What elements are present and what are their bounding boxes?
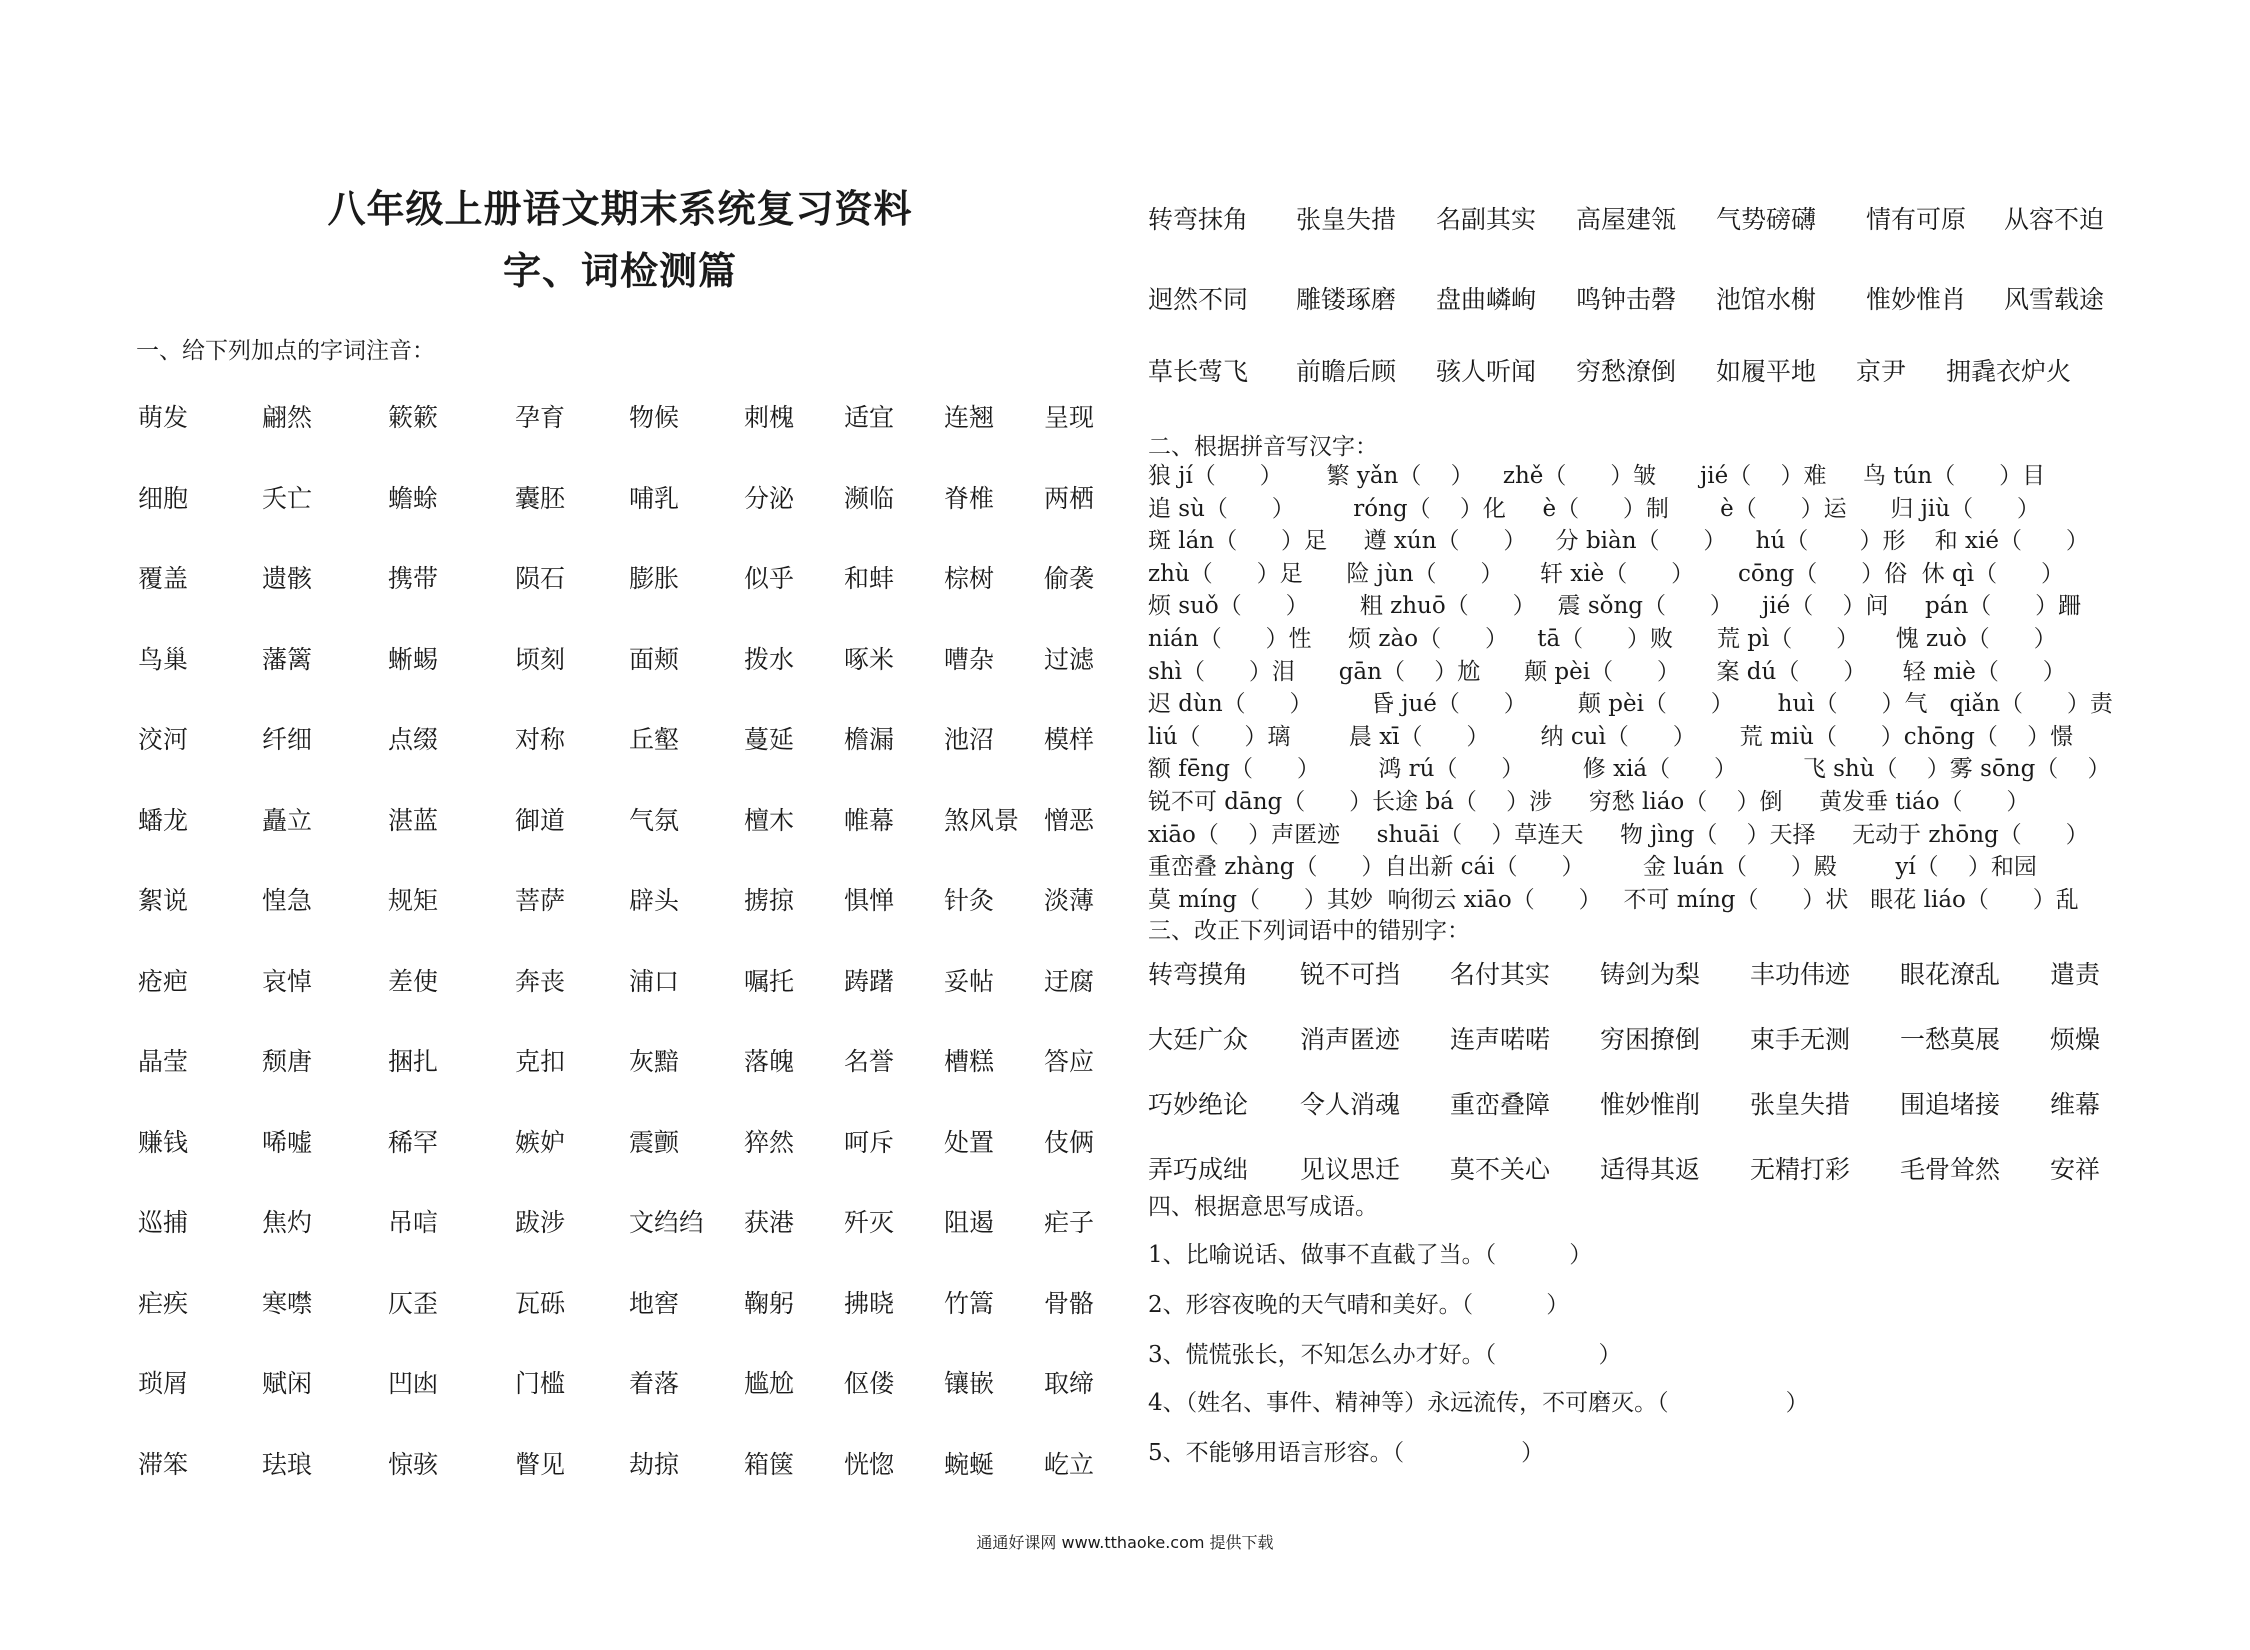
word-cell: 劫掠 bbox=[629, 1449, 680, 1479]
word-cell: 气氛 bbox=[629, 805, 680, 835]
correction-cell: 令人消魂 bbox=[1300, 1090, 1401, 1119]
word-cell: 稀罕 bbox=[388, 1127, 439, 1157]
idiom-cell: 拥毳衣炉火 bbox=[1946, 357, 2072, 386]
pinyin-line: liú（ ）璃 晨 xī（ ） 纳 cuì（ ） 荒 miù（ ）chōng（ ）憬 bbox=[1148, 723, 2074, 750]
idiom-row bbox=[1148, 280, 2148, 320]
word-cell: 簌簌 bbox=[388, 403, 439, 432]
word-cell: 琐屑 bbox=[138, 1369, 189, 1398]
word-cell: 翩然 bbox=[262, 403, 313, 432]
word-cell: 妥帖 bbox=[944, 966, 995, 996]
word-cell: 洨河 bbox=[138, 725, 189, 754]
word-cell: 拂晓 bbox=[844, 1288, 895, 1318]
correction-cell: 锐不可挡 bbox=[1300, 960, 1401, 989]
pinyin-line: 迟 dùn（ ） 昏 jué（ ） 颠 pèi（ ） huì（ ）气 qiǎn（ ）责 bbox=[1148, 691, 2113, 718]
word-cell: 哺乳 bbox=[629, 483, 680, 513]
idiom-row bbox=[1148, 352, 2148, 392]
word-cell: 蟾蜍 bbox=[388, 483, 439, 513]
word-cell: 似乎 bbox=[744, 564, 795, 593]
pinyin-line: zhù（ ）足 险 jùn（ ） 轩 xiè（ ） cōng（ ）俗 休 qì（ ） bbox=[1148, 560, 2064, 587]
word-cell: 檀木 bbox=[744, 805, 795, 835]
section1-word-grid bbox=[138, 398, 1118, 1525]
word-cell: 灰黯 bbox=[629, 1047, 680, 1076]
word-cell: 嫉妒 bbox=[515, 1127, 566, 1157]
word-cell: 疟子 bbox=[1044, 1208, 1095, 1237]
word-cell: 辟头 bbox=[629, 886, 680, 915]
idiom-cell: 张皇失措 bbox=[1296, 205, 1397, 234]
section1-heading: 一、给下列加点的字词注音： bbox=[136, 338, 435, 364]
word-row bbox=[138, 720, 1118, 801]
word-cell: 模样 bbox=[1044, 725, 1095, 754]
word-cell: 焦灼 bbox=[262, 1208, 313, 1237]
word-cell: 点缀 bbox=[388, 725, 439, 754]
pinyin-line: 莫 míng（ ）其妙 响彻云 xiāo（ ） 不可 míng（ ）状 眼花 liáo（ ）乱 bbox=[1148, 886, 2079, 913]
correction-cell: 消声匿迹 bbox=[1300, 1025, 1401, 1054]
word-cell: 拨水 bbox=[744, 644, 795, 674]
word-cell: 蔓延 bbox=[744, 725, 795, 754]
pinyin-line: 狼 jí（ ） 繁 yǎn（ ） zhě（ ）皱 jié（ ）难 鸟 tún（ ）目 bbox=[1148, 463, 2046, 489]
idiom-cell: 鸣钟击磬 bbox=[1576, 285, 1677, 314]
word-cell: 棕树 bbox=[944, 564, 995, 593]
correction-cell: 重峦叠障 bbox=[1450, 1090, 1551, 1119]
page-subtitle: 字、词检测篇 bbox=[502, 248, 737, 293]
word-cell: 克扣 bbox=[515, 1047, 566, 1076]
correction-cell: 见议思迁 bbox=[1300, 1155, 1401, 1184]
word-row bbox=[138, 1364, 1118, 1445]
word-cell: 答应 bbox=[1044, 1047, 1095, 1076]
word-cell: 嘱托 bbox=[744, 966, 795, 996]
word-cell: 猝然 bbox=[744, 1127, 795, 1157]
word-cell: 落魄 bbox=[744, 1047, 795, 1076]
correction-cell: 名付其实 bbox=[1450, 960, 1551, 989]
word-cell: 哀悼 bbox=[262, 966, 313, 996]
idiom-cell: 迥然不同 bbox=[1148, 285, 1249, 314]
idiom-cell: 京尹 bbox=[1856, 357, 1907, 386]
word-cell: 尴尬 bbox=[744, 1369, 795, 1398]
idiom-question: 3、慌慌张长，不知怎么办才好。（ ） bbox=[1148, 1342, 1622, 1368]
word-cell: 夭亡 bbox=[262, 483, 313, 513]
page-title: 八年级上册语文期末系统复习资料 bbox=[327, 186, 913, 231]
word-cell: 脊椎 bbox=[944, 483, 995, 513]
word-cell: 携带 bbox=[388, 564, 439, 593]
word-cell: 覆盖 bbox=[138, 564, 189, 593]
word-cell: 滞笨 bbox=[138, 1449, 189, 1479]
word-cell: 煞风景 bbox=[944, 805, 1020, 835]
word-row bbox=[138, 479, 1118, 560]
word-cell: 对称 bbox=[515, 725, 566, 754]
correction-cell: 连声喏喏 bbox=[1450, 1025, 1551, 1054]
word-cell: 刺槐 bbox=[744, 403, 795, 432]
word-cell: 池沼 bbox=[944, 725, 995, 754]
word-row bbox=[138, 1123, 1118, 1204]
correction-cell: 一愁莫展 bbox=[1900, 1025, 2001, 1054]
word-row bbox=[138, 398, 1118, 479]
pinyin-line: 斑 lán（ ）足 遵 xún（ ） 分 biàn（ ） hú（ ）形 和 xié（ ） bbox=[1148, 528, 2089, 555]
correction-row bbox=[1148, 1085, 2148, 1125]
word-cell: 瞥见 bbox=[515, 1449, 566, 1479]
word-cell: 阻遏 bbox=[944, 1208, 995, 1237]
word-cell: 凹凼 bbox=[388, 1369, 439, 1398]
pinyin-line: 重峦叠 zhàng（ ）自出新 cái（ ） 金 luán（ ）殿 yí（ ）和园 bbox=[1148, 854, 2037, 881]
word-cell: 物候 bbox=[629, 403, 680, 432]
word-cell: 处置 bbox=[944, 1127, 995, 1157]
idiom-cell: 池馆水榭 bbox=[1716, 285, 1817, 314]
correction-cell: 转弯摸角 bbox=[1148, 960, 1249, 989]
correction-cell: 弄巧成绌 bbox=[1148, 1155, 1249, 1184]
idiom-cell: 从容不迫 bbox=[2004, 205, 2105, 234]
word-cell: 门槛 bbox=[515, 1369, 566, 1398]
correction-cell: 莫不关心 bbox=[1450, 1155, 1551, 1184]
word-cell: 惊骇 bbox=[388, 1449, 439, 1479]
section4-heading: 四、根据意思写成语。 bbox=[1148, 1194, 1378, 1220]
idiom-cell: 穷愁潦倒 bbox=[1576, 357, 1677, 386]
word-cell: 赚钱 bbox=[138, 1127, 189, 1157]
correction-row bbox=[1148, 955, 2148, 995]
word-cell: 骨骼 bbox=[1044, 1288, 1095, 1318]
idiom-cell: 前瞻后顾 bbox=[1296, 357, 1397, 386]
idiom-question: 4、（姓名、事件、精神等）永远流传，不可磨灭。（ ） bbox=[1148, 1390, 1809, 1416]
correction-cell: 穷困撩倒 bbox=[1600, 1025, 1701, 1054]
word-cell: 陨石 bbox=[515, 564, 566, 593]
word-cell: 伎俩 bbox=[1044, 1127, 1095, 1157]
pinyin-line: 烦 suǒ（ ） 粗 zhuō（ ） 震 sǒng（ ） jié（ ）问 pán（ ）跚 bbox=[1148, 593, 2082, 620]
word-cell: 帷幕 bbox=[844, 805, 895, 835]
word-cell: 絮说 bbox=[138, 886, 189, 915]
pinyin-line: shì（ ）泪 gān（ ）尬 颠 pèi（ ） 案 dú（ ） 轻 miè（ ） bbox=[1148, 658, 2066, 685]
word-cell: 瓦砾 bbox=[515, 1288, 566, 1318]
idiom-cell: 盘曲嶙峋 bbox=[1436, 285, 1537, 314]
word-cell: 晶莹 bbox=[138, 1047, 189, 1076]
word-cell: 濒临 bbox=[844, 483, 895, 513]
word-cell: 差使 bbox=[388, 966, 439, 996]
word-row bbox=[138, 801, 1118, 882]
correction-cell: 遣责 bbox=[2050, 960, 2101, 989]
correction-row bbox=[1148, 1150, 2148, 1190]
word-cell: 萌发 bbox=[138, 403, 189, 432]
word-cell: 菩萨 bbox=[515, 886, 566, 915]
word-cell: 嘈杂 bbox=[944, 644, 995, 674]
pinyin-line: 追 sù（ ） róng（ ）化 è（ ）制 è（ ）运 归 jiù（ ） bbox=[1148, 495, 2040, 522]
word-cell: 啄米 bbox=[844, 644, 895, 674]
word-row bbox=[138, 1284, 1118, 1365]
correction-cell: 烦燥 bbox=[2050, 1025, 2101, 1054]
word-cell: 槽糕 bbox=[944, 1047, 995, 1076]
word-cell: 惧惮 bbox=[844, 886, 895, 915]
word-cell: 歼灭 bbox=[844, 1208, 895, 1237]
word-cell: 蜿蜒 bbox=[944, 1449, 995, 1479]
word-cell: 和蚌 bbox=[844, 564, 895, 593]
word-cell: 掳掠 bbox=[744, 886, 795, 915]
word-cell: 着落 bbox=[629, 1369, 680, 1398]
word-cell: 伛偻 bbox=[844, 1369, 895, 1398]
word-cell: 连翘 bbox=[944, 403, 995, 432]
correction-cell: 惟妙惟削 bbox=[1600, 1090, 1701, 1119]
idiom-cell: 高屋建瓴 bbox=[1576, 205, 1677, 234]
word-row bbox=[138, 640, 1118, 721]
word-cell: 规矩 bbox=[388, 886, 439, 915]
word-cell: 适宜 bbox=[844, 403, 895, 432]
correction-cell: 毛骨耸然 bbox=[1900, 1155, 2001, 1184]
word-cell: 遗骸 bbox=[262, 564, 313, 593]
word-cell: 过滤 bbox=[1044, 644, 1095, 674]
word-cell: 赋闲 bbox=[262, 1369, 313, 1398]
word-cell: 唏嘘 bbox=[262, 1127, 313, 1157]
idiom-cell: 风雪载途 bbox=[2004, 285, 2105, 314]
word-cell: 吊唁 bbox=[388, 1208, 439, 1237]
correction-cell: 巧妙绝论 bbox=[1148, 1090, 1249, 1119]
word-cell: 颓唐 bbox=[262, 1047, 313, 1076]
word-cell: 囊胚 bbox=[515, 483, 566, 513]
word-cell: 震颤 bbox=[629, 1127, 680, 1157]
idiom-cell: 情有可原 bbox=[1866, 205, 1967, 234]
correction-cell: 束手无测 bbox=[1750, 1025, 1851, 1054]
word-cell: 面颊 bbox=[629, 644, 680, 674]
word-cell: 丘壑 bbox=[629, 725, 680, 754]
pinyin-line: 锐不可 dāng（ ）长途 bá（ ）涉 穷愁 liáo（ ）倒 黄发垂 tiáo（ ） bbox=[1148, 788, 2030, 815]
idiom-cell: 惟妙惟肖 bbox=[1866, 285, 1967, 314]
correction-cell: 安祥 bbox=[2050, 1155, 2101, 1184]
word-cell: 膨胀 bbox=[629, 564, 680, 593]
word-cell: 获港 bbox=[744, 1208, 795, 1237]
word-cell: 御道 bbox=[515, 805, 566, 835]
word-cell: 寒噤 bbox=[262, 1288, 313, 1318]
word-cell: 地窖 bbox=[629, 1288, 680, 1318]
word-cell: 矗立 bbox=[262, 805, 313, 835]
idiom-cell: 气势磅礴 bbox=[1716, 205, 1817, 234]
word-cell: 疮疤 bbox=[138, 966, 189, 996]
idiom-row bbox=[1148, 200, 2148, 240]
idiom-cell: 名副其实 bbox=[1436, 205, 1537, 234]
word-row bbox=[138, 881, 1118, 962]
word-row bbox=[138, 1445, 1118, 1526]
word-cell: 珐琅 bbox=[262, 1449, 313, 1479]
footer-credit: 通通好课网 www.tthaoke.com 提供下载 bbox=[976, 1533, 1274, 1552]
pinyin-line: 额 fēng（ ） 鸿 rú（ ） 修 xiá（ ） 飞 shù（ ）雾 sōng（ ） bbox=[1148, 756, 2111, 783]
word-cell: 竹篙 bbox=[944, 1288, 995, 1318]
word-cell: 偷袭 bbox=[1044, 564, 1095, 593]
pinyin-line: xiāo（ ）声匿迹 shuāi（ ）草连天 物 jìng（ ）天择 无动于 zhōng（ ） bbox=[1148, 821, 2089, 848]
word-cell: 憎恶 bbox=[1044, 805, 1095, 835]
correction-cell: 围追堵接 bbox=[1900, 1090, 2001, 1119]
idiom-question: 2、形容夜晚的天气晴和美好。（ ） bbox=[1148, 1292, 1570, 1318]
word-cell: 名誉 bbox=[844, 1047, 895, 1076]
word-cell: 镶嵌 bbox=[944, 1369, 995, 1398]
word-cell: 取缔 bbox=[1044, 1369, 1095, 1398]
word-cell: 呵斥 bbox=[844, 1127, 895, 1157]
correction-row bbox=[1148, 1020, 2148, 1060]
correction-cell: 大廷广众 bbox=[1148, 1025, 1249, 1054]
idiom-question: 5、不能够用语言形容。（ ） bbox=[1148, 1440, 1545, 1466]
word-cell: 捆扎 bbox=[388, 1047, 439, 1076]
word-cell: 踌躇 bbox=[844, 966, 895, 996]
word-cell: 浦口 bbox=[629, 966, 680, 996]
word-cell: 两栖 bbox=[1044, 483, 1095, 513]
section2-pinyin-lines bbox=[1148, 460, 2138, 916]
word-cell: 蜥蜴 bbox=[388, 644, 439, 674]
word-cell: 疟疾 bbox=[138, 1288, 189, 1318]
word-cell: 檐漏 bbox=[844, 725, 895, 754]
word-cell: 湛蓝 bbox=[388, 805, 439, 835]
correction-cell: 丰功伟迹 bbox=[1750, 960, 1851, 989]
word-row bbox=[138, 1042, 1118, 1123]
word-cell: 迂腐 bbox=[1044, 966, 1095, 996]
word-cell: 鸟巢 bbox=[138, 644, 189, 674]
idiom-cell: 雕镂琢磨 bbox=[1296, 285, 1397, 314]
correction-cell: 张皇失措 bbox=[1750, 1090, 1851, 1119]
word-cell: 跋涉 bbox=[515, 1208, 566, 1237]
word-cell: 分泌 bbox=[744, 483, 795, 513]
idiom-cell: 草长莺飞 bbox=[1148, 357, 1249, 386]
idiom-cell: 骇人听闻 bbox=[1436, 357, 1537, 386]
word-cell: 文绉绉 bbox=[629, 1208, 705, 1237]
word-cell: 针灸 bbox=[944, 886, 995, 915]
word-cell: 呈现 bbox=[1044, 403, 1095, 432]
word-row bbox=[138, 962, 1118, 1043]
word-cell: 屹立 bbox=[1044, 1449, 1095, 1479]
word-cell: 惶急 bbox=[262, 886, 313, 915]
word-cell: 顷刻 bbox=[515, 644, 566, 674]
idiom-question: 1、比喻说话、做事不直截了当。（ ） bbox=[1148, 1242, 1593, 1268]
word-cell: 箱箧 bbox=[744, 1449, 795, 1479]
word-cell: 蟠龙 bbox=[138, 805, 189, 835]
word-cell: 仄歪 bbox=[388, 1288, 439, 1318]
word-row bbox=[138, 559, 1118, 640]
word-cell: 藩篱 bbox=[262, 644, 313, 674]
word-cell: 纤细 bbox=[262, 725, 313, 754]
correction-cell: 无精打彩 bbox=[1750, 1155, 1851, 1184]
section3-heading: 三、改正下列词语中的错别字： bbox=[1148, 918, 1470, 944]
correction-cell: 适得其返 bbox=[1600, 1155, 1701, 1184]
word-cell: 孕育 bbox=[515, 403, 566, 432]
idiom-cell: 如履平地 bbox=[1716, 357, 1817, 386]
word-cell: 巡捕 bbox=[138, 1208, 189, 1237]
correction-cell: 维幕 bbox=[2050, 1090, 2101, 1119]
word-cell: 恍惚 bbox=[844, 1449, 895, 1479]
word-cell: 奔丧 bbox=[515, 966, 566, 996]
pinyin-line: nián（ ）性 烦 zào（ ） tā（ ）败 荒 pì（ ） 愧 zuò（ ） bbox=[1148, 625, 2057, 652]
section2-heading: 二、根据拼音写汉字： bbox=[1148, 434, 1378, 460]
word-cell: 细胞 bbox=[138, 483, 189, 513]
correction-cell: 眼花潦乱 bbox=[1900, 960, 2001, 989]
correction-cell: 铸剑为梨 bbox=[1600, 960, 1701, 989]
word-row bbox=[138, 1203, 1118, 1284]
idiom-cell: 转弯抹角 bbox=[1148, 205, 1249, 234]
word-cell: 鞠躬 bbox=[744, 1288, 795, 1318]
word-cell: 淡薄 bbox=[1044, 886, 1095, 915]
